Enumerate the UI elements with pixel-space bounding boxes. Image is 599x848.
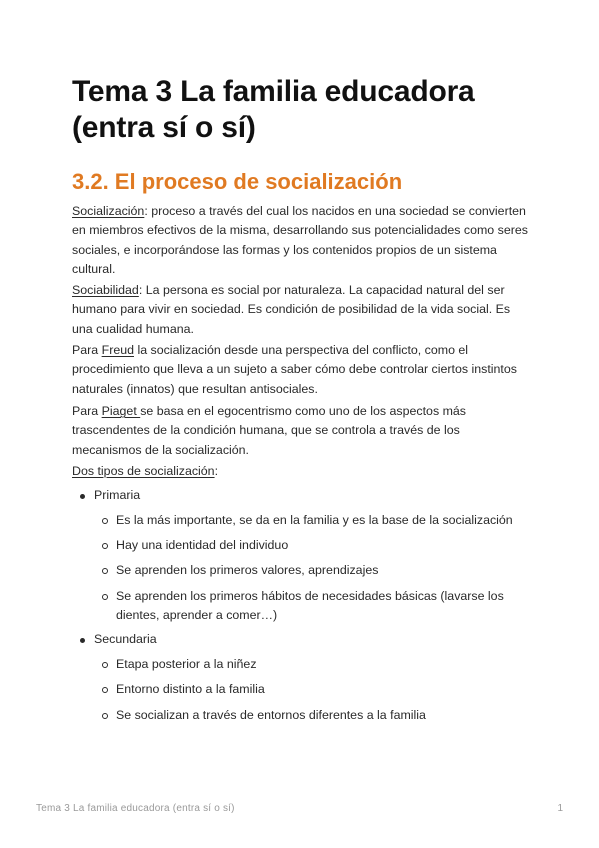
list-subitem-text: Se socializan a través de entornos diferentes a la familia xyxy=(116,708,426,722)
bullet-disc-icon xyxy=(80,638,85,643)
paragraph-text: la socialización desde una perspectiva del conflicto, como el procedimiento que lleva a un sujeto a saber cómo debe controlar ciertos instintos naturales (innatos) que resultan antisociales. xyxy=(72,343,517,396)
list-label: Secundaria xyxy=(94,632,157,646)
list-subitem xyxy=(102,706,522,725)
list-subitem-text: Se aprenden los primeros valores, aprendizajes xyxy=(116,563,379,577)
paragraph-socializacion xyxy=(72,202,532,280)
term-freud: Freud xyxy=(101,343,134,357)
bullet-circle-icon xyxy=(102,543,108,549)
footer-title: Tema 3 La familia educadora (entra sí o sí) xyxy=(36,803,235,814)
section-heading: 3.2. El proceso de socialización xyxy=(72,169,403,194)
document-title xyxy=(72,74,542,146)
bullet-circle-icon xyxy=(102,594,108,600)
paragraph-prefix: Para xyxy=(72,343,102,357)
term-socializacion: Socialización xyxy=(72,204,145,218)
list-label: Primaria xyxy=(94,488,141,502)
paragraph-sociabilidad xyxy=(72,281,532,339)
paragraph-dos-tipos xyxy=(72,462,532,481)
paragraph-piaget xyxy=(72,402,532,460)
list-subitem xyxy=(102,511,522,530)
list-item-secundaria xyxy=(80,630,157,649)
footer-page-number: 1 xyxy=(557,803,563,814)
term-piaget: Piaget xyxy=(101,404,141,418)
paragraph-freud xyxy=(72,341,532,399)
title-line-2: (entra sí o sí) xyxy=(72,111,256,144)
list-subitem xyxy=(102,655,522,674)
list-subitem-text: Hay una identidad del individuo xyxy=(116,538,289,552)
list-subitem xyxy=(102,536,522,555)
bullet-circle-icon xyxy=(102,662,108,668)
list-subitem-text: Entorno distinto a la familia xyxy=(116,682,265,696)
bullet-circle-icon xyxy=(102,687,108,693)
list-subitem xyxy=(102,561,522,580)
list-subitem xyxy=(102,680,522,699)
term-dos-tipos: Dos tipos de socialización xyxy=(72,464,215,478)
bullet-circle-icon xyxy=(102,568,108,574)
paragraph-prefix: Para xyxy=(72,404,102,418)
term-sociabilidad: Sociabilidad xyxy=(72,283,139,297)
bullet-disc-icon xyxy=(80,494,85,499)
list-subitem-text: Etapa posterior a la niñez xyxy=(116,657,257,671)
bullet-circle-icon xyxy=(102,518,108,524)
paragraph-text: : xyxy=(214,464,219,478)
list-subitem-text: Es la más importante, se da en la familia y es la base de la socialización xyxy=(116,513,513,527)
list-subitem-text: Se aprenden los primeros hábitos de necesidades básicas (lavarse los dientes, aprender a comer…) xyxy=(116,589,504,623)
list-item-primaria xyxy=(80,486,140,505)
bullet-circle-icon xyxy=(102,713,108,719)
paragraph-text: : La persona es social por naturaleza. La capacidad natural del ser humano para vivir en sociedad. Es condición de posibilidad de la vida social. Es una cualidad humana. xyxy=(72,283,511,336)
list-subitem xyxy=(102,587,522,626)
paragraph-text: : proceso a través del cual los nacidos en una sociedad se convierten en miembros efectivos de la misma, desarrollando sus potencialidades como seres sociales, e incorporándose las formas y los contenidos propios de un sistema cultural. xyxy=(72,204,528,277)
title-line-1: Tema 3 La familia educadora xyxy=(72,75,475,108)
paragraph-text: se basa en el egocentrismo como uno de los aspectos más trascendentes de la condición humana, que se controla a través de los mecanismos de la socialización. xyxy=(72,404,466,457)
